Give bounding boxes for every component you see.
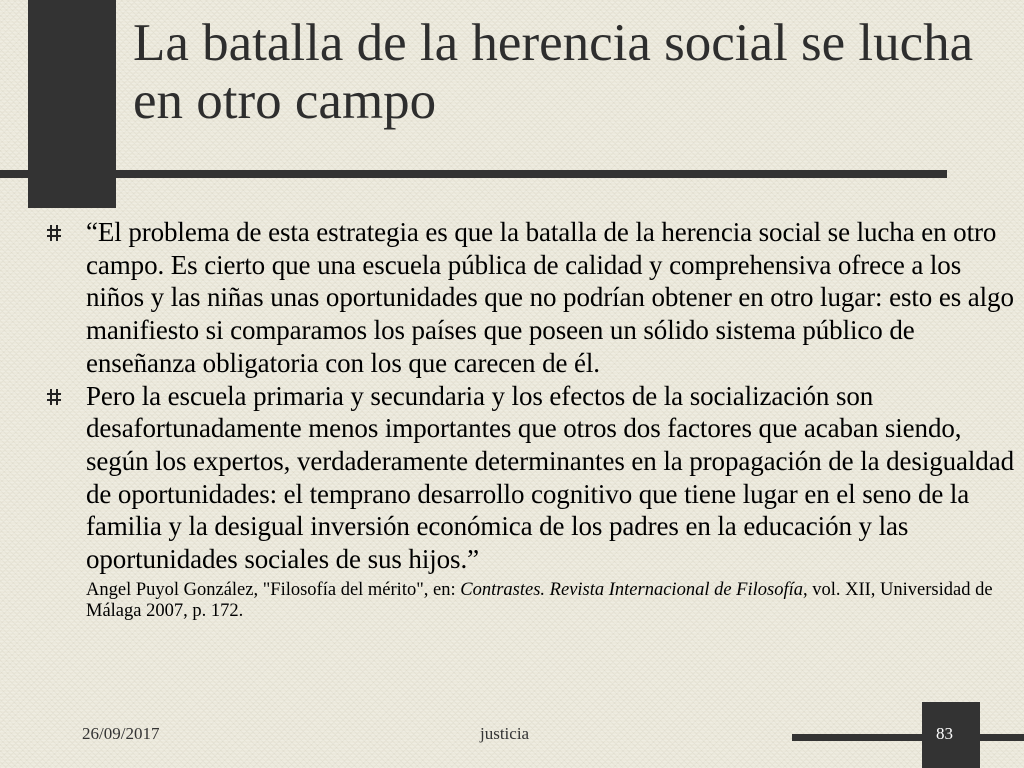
citation-details: , vol. XII, Universidad de Málaga 2007, p. 172. [86,579,993,621]
hash-bullet-icon [46,224,62,242]
footer-date: 26/09/2017 [82,724,160,743]
bullet-text-1: “El problema de esta estrategia es que la batalla de la herencia social se lucha en otro campo. Es cierto que una escuela pública de calidad y comprehensiva ofrece a los niños y las niñas unas oportunidades que no podrían obtener en otro lugar: esto es algo manifiesto si comparamos los países que poseen un sólido sistema público de enseñanza obligatoria con los que carecen de él. [86,217,1014,378]
slide-body [44,216,1016,622]
hash-bullet-icon [46,388,62,406]
citation-journal: Contrastes. Revista Internacional de Filosofía [460,579,803,600]
citation-author-source: Angel Puyol González, "Filosofía del mérito", en: [86,579,461,600]
footer-title: justicia [480,724,530,743]
bullet-text-2: Pero la escuela primaria y secundaria y los efectos de la socialización son desafortunadamente menos importantes que otros dos factores que acaban siendo, según los expertos, verdaderamente determinantes en la propagación de la desigualdad de oportunidades: el temprano desarrollo cognitivo que tiene lugar en el seno de la familia y la desigual inversión económica de los padres en la educación y las oportunidades sociales de sus hijos.” [86,380,1014,575]
footer-rule [792,734,1024,741]
slide-title: La batalla de la herencia social se lucha en otro campo [133,14,974,130]
bullet-item-1 [44,216,1016,380]
bullet-item-2 [44,380,1016,622]
citation [86,580,1016,622]
page-number: 83 [936,724,953,743]
title-underline-rule [0,170,947,178]
